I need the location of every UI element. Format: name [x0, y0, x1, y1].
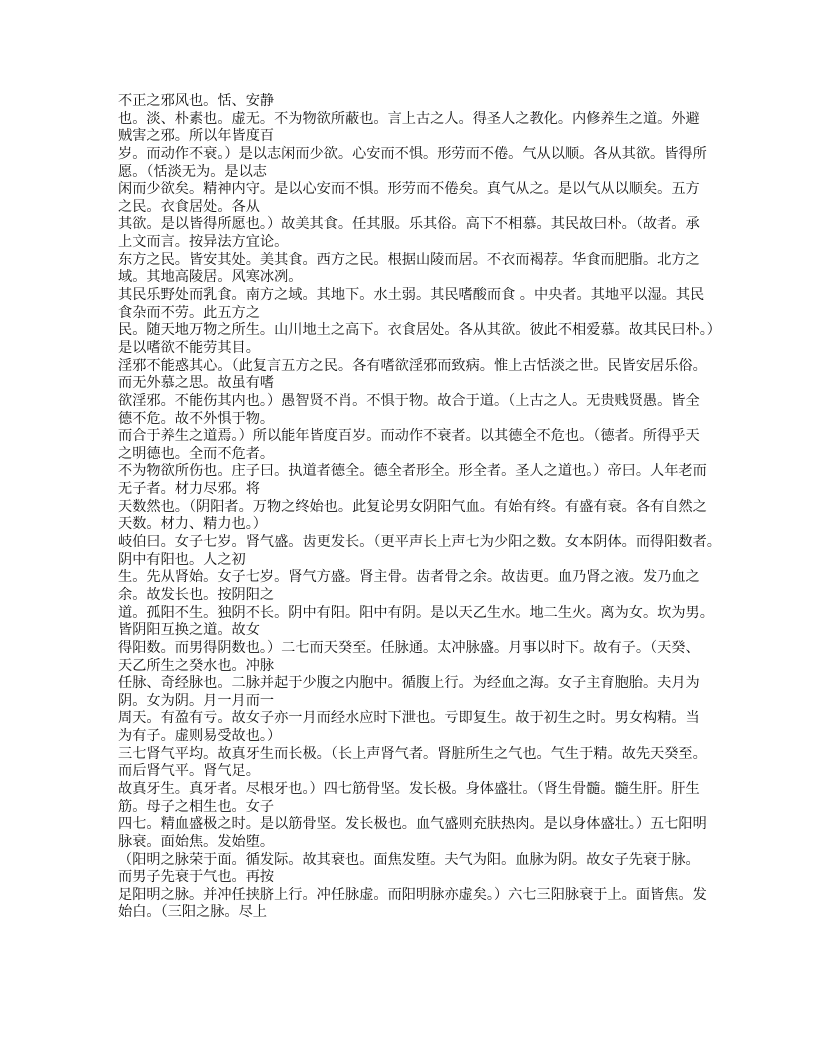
- text-line: 而男子先衰于气也。再按: [118, 869, 275, 886]
- text-line: 其欲。是以皆得所愿也。）故美其食。任其服。乐其俗。高下不相慕。其民故曰朴。（故者。承: [118, 216, 700, 233]
- text-line: 故真牙生。真牙者。尽根牙也。）四七筋骨坚。发长极。身体盛壮。（肾生骨髓。髓生肝。肝生: [118, 780, 700, 797]
- text-line: 民。随天地万物之所生。山川地土之高下。衣食居处。各从其欲。彼此不相爱慕。故其民曰朴。）: [118, 322, 721, 339]
- text-line: 愿。（恬淡无为。是以志: [118, 163, 267, 180]
- text-line: 而后肾气平。肾气足。: [118, 763, 260, 780]
- text-line: 而合于养生之道焉。）所以能年皆度百岁。而动作不衰者。以其德全不危也。（德者。所得乎天: [118, 428, 700, 445]
- text-line: 阴。女为阴。月一月而一: [118, 692, 275, 709]
- text-line: 也。淡、朴素也。虚无。不为物欲所蔽也。言上古之人。得圣人之教化。内修养生之道。外避: [118, 110, 700, 127]
- text-line: 得阳数。而男得阴数也。）二七而天癸至。任脉通。太冲脉盛。月事以时下。故有子。（天癸、: [118, 639, 700, 656]
- text-line: 为有子。虚则易受故也。）: [118, 728, 282, 745]
- text-line: 是以嗜欲不能劳其目。: [118, 339, 260, 356]
- text-line: 脉衰。面始焦。发始堕。: [118, 833, 275, 850]
- text-line: 不为物欲所伤也。庄子曰。执道者德全。德全者形全。形全者。圣人之道也。）帝曰。人年老而: [118, 463, 707, 480]
- text-line: 域。其地高陵居。风寒冰冽。: [118, 269, 303, 286]
- text-line: 欲淫邪。不能伤其内也。）愚智贤不肖。不惧于物。故合于道。（上古之人。无贵贱贤愚。皆全: [118, 392, 700, 409]
- text-line: 之民。衣食居处。各从: [118, 198, 260, 215]
- text-line: 淫邪不能惑其心。（此复言五方之民。各有嗜欲淫邪而致病。惟上古恬淡之世。民皆安居乐俗。: [118, 357, 707, 374]
- text-line: 皆阴阳互换之道。故女: [118, 622, 260, 639]
- document-page: [118, 93, 721, 922]
- text-line: 天数。材力、精力也。）: [118, 516, 267, 533]
- text-line: 食杂而不劳。此五方之: [118, 304, 260, 321]
- text-line: 不正之邪风也。恬、安静: [118, 93, 275, 109]
- text-line: 贼害之邪。所以年皆度百: [118, 128, 275, 145]
- text-line: 筋。母子之相生也。女子: [118, 798, 275, 815]
- text-line: 四七。精血盛极之时。是以筋骨坚。发长极也。血气盛则充肤热肉。是以身体盛壮。）五七阳明: [118, 816, 707, 833]
- text-line: 无子者。材力尽邪。将: [118, 481, 260, 498]
- text-line: 德不危。故不外惧于物。: [118, 410, 275, 427]
- text-line: 三七肾气平均。故真牙生而长极。（长上声肾气者。肾脏所生之气也。气生于精。故先天癸至。: [118, 745, 707, 762]
- text-line: 生。先从肾始。女子七岁。肾气方盛。肾主骨。齿者骨之余。故齿更。血乃肾之液。发乃血之: [118, 569, 700, 586]
- text-line: 余。故发长也。按阴阳之: [118, 586, 275, 603]
- text-line: 周天。有盈有亏。故女子亦一月而经水应时下泄也。亏即复生。故于初生之时。男女构精。当: [118, 710, 700, 727]
- text-line: 天数然也。（阴阳者。万物之终始也。此复论男女阴阳气血。有始有终。有盛有衰。各有自然之: [118, 498, 707, 515]
- text-line: 东方之民。皆安其处。美其食。西方之民。根据山陵而居。不衣而褐荐。华食而肥脂。北方之: [118, 251, 700, 268]
- text-line: 岁。而动作不衰。）是以志闲而少欲。心安而不惧。形劳而不倦。气从以顺。各从其欲。皆得所: [118, 145, 707, 162]
- text-line: 道。孤阳不生。独阴不长。阴中有阳。阳中有阴。是以天乙生水。地二生火。离为女。坎为男。: [118, 604, 714, 621]
- text-line: 阴中有阳也。人之初: [118, 551, 246, 568]
- text-line: 而无外慕之思。故虽有嗜: [118, 375, 275, 392]
- text-line: 岐伯曰。女子七岁。肾气盛。齿更发长。（更平声长上声七为少阳之数。女本阴体。而得阳数者。: [118, 534, 721, 551]
- text-line: 足阳明之脉。并冲任挟脐上行。冲任脉虚。而阳明脉亦虚矣。）六七三阳脉衰于上。面皆焦。发: [118, 886, 707, 903]
- text-line: 天乙所生之癸水也。冲脉: [118, 657, 275, 674]
- text-line: 任脉、奇经脉也。二脉并起于少腹之内胞中。循腹上行。为经血之海。女子主育胞胎。夫月为: [118, 675, 700, 692]
- text-line: 上文而言。按异法方宜论。: [118, 234, 289, 251]
- text-line: （阳明之脉荣于面。循发际。故其衰也。面焦发堕。夫气为阳。血脉为阴。故女子先衰于脉。: [118, 851, 700, 868]
- text-line: 闲而少欲矣。精神内守。是以心安而不惧。形劳而不倦矣。真气从之。是以气从以顺矣。五方: [118, 181, 700, 198]
- text-line: 之明德也。全而不危者。: [118, 445, 275, 462]
- text-line: 始白。（三阳之脉。尽上: [118, 904, 267, 921]
- text-line: 其民乐野处而乳食。南方之域。其地下。水土弱。其民嗜酸而食 。中央者。其地平以湿。其民: [118, 287, 705, 304]
